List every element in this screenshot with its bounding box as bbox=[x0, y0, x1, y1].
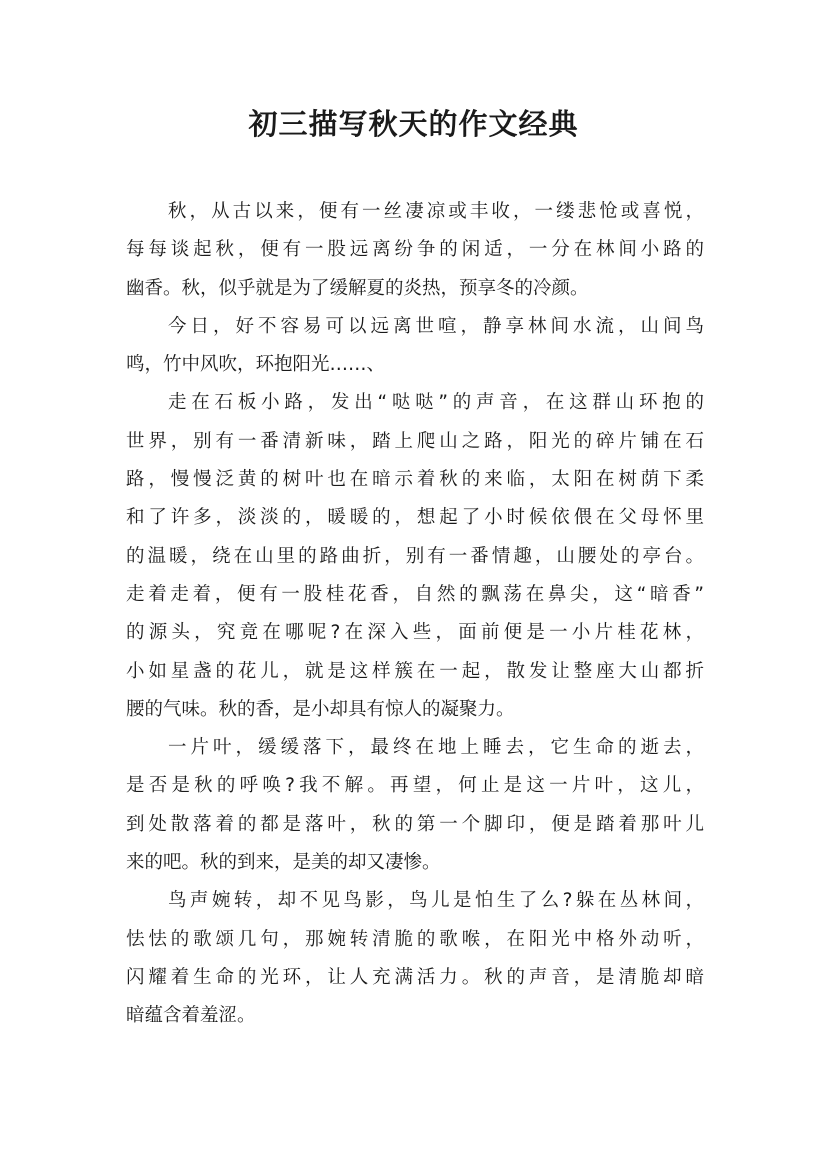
paragraph-5 bbox=[126, 882, 704, 1035]
text-line: 路，慢慢泛黄的树叶也在暗示着秋的来临，太阳在树荫下柔 bbox=[126, 469, 704, 491]
text-line: 鸣，竹中风吹，环抱阳光……、 bbox=[126, 354, 386, 376]
paragraph-2 bbox=[126, 308, 704, 385]
text-line: 每每谈起秋，便有一股远离纷争的闲适，一分在林间小路的 bbox=[126, 239, 704, 261]
paragraph-4 bbox=[126, 729, 704, 882]
text-line: 的源头，究竟在哪呢?在深入些，面前便是一小片桂花林， bbox=[126, 622, 704, 644]
text-line: 走在石板小路，发出“哒哒”的声音，在这群山环抱的 bbox=[168, 392, 704, 414]
text-line: 一片叶，缓缓落下，最终在地上睡去，它生命的逝去， bbox=[168, 737, 704, 759]
text-line: 暗蕴含着羞涩。 bbox=[126, 1005, 256, 1027]
text-line: 到处散落着的都是落叶，秋的第一个脚印，便是踏着那叶儿 bbox=[126, 813, 704, 835]
text-line: 闪耀着生命的光环，让人充满活力。秋的声音，是清脆却暗 bbox=[126, 966, 704, 988]
text-line: 和了许多，淡淡的，暖暖的，想起了小时候依偎在父母怀里 bbox=[126, 507, 704, 529]
text-line: 幽香。秋，似乎就是为了缓解夏的炎热，预享冬的冷颜。 bbox=[126, 277, 589, 299]
text-line: 来的吧。秋的到来，是美的却又凄惨。 bbox=[126, 852, 441, 874]
text-line: 的温暖，绕在山里的路曲折，别有一番情趣，山腰处的亭台。 bbox=[126, 545, 704, 567]
text-line: 走着走着，便有一股桂花香，自然的飘荡在鼻尖，这“暗香” bbox=[126, 583, 704, 605]
text-line: 秋，从古以来，便有一丝凄凉或丰收，一缕悲怆或喜悦， bbox=[168, 201, 704, 222]
text-line: 小如星盏的花儿，就是这样簇在一起，散发让整座大山都折 bbox=[126, 660, 704, 682]
text-line: 腰的气味。秋的香，是小却具有惊人的凝聚力。 bbox=[126, 698, 515, 720]
text-line: 今日，好不容易可以远离世喧，静享林间水流，山间鸟 bbox=[168, 315, 704, 337]
text-line: 世界，别有一番清新味，踏上爬山之路，阳光的碎片铺在石 bbox=[126, 430, 704, 452]
text-line: 怯怯的歌颂几句，那婉转清脆的歌喉，在阳光中格外动听， bbox=[126, 928, 704, 950]
text-line: 鸟声婉转，却不见鸟影，鸟儿是怕生了么?躲在丛林间， bbox=[168, 890, 704, 912]
text-line: 是否是秋的呼唤?我不解。再望，何止是这一片叶，这儿， bbox=[126, 775, 704, 797]
document-body bbox=[126, 193, 704, 1036]
paragraph-3 bbox=[126, 384, 704, 729]
paragraph-1 bbox=[126, 193, 704, 308]
document-title: 初三描写秋天的作文经典 bbox=[248, 107, 579, 141]
